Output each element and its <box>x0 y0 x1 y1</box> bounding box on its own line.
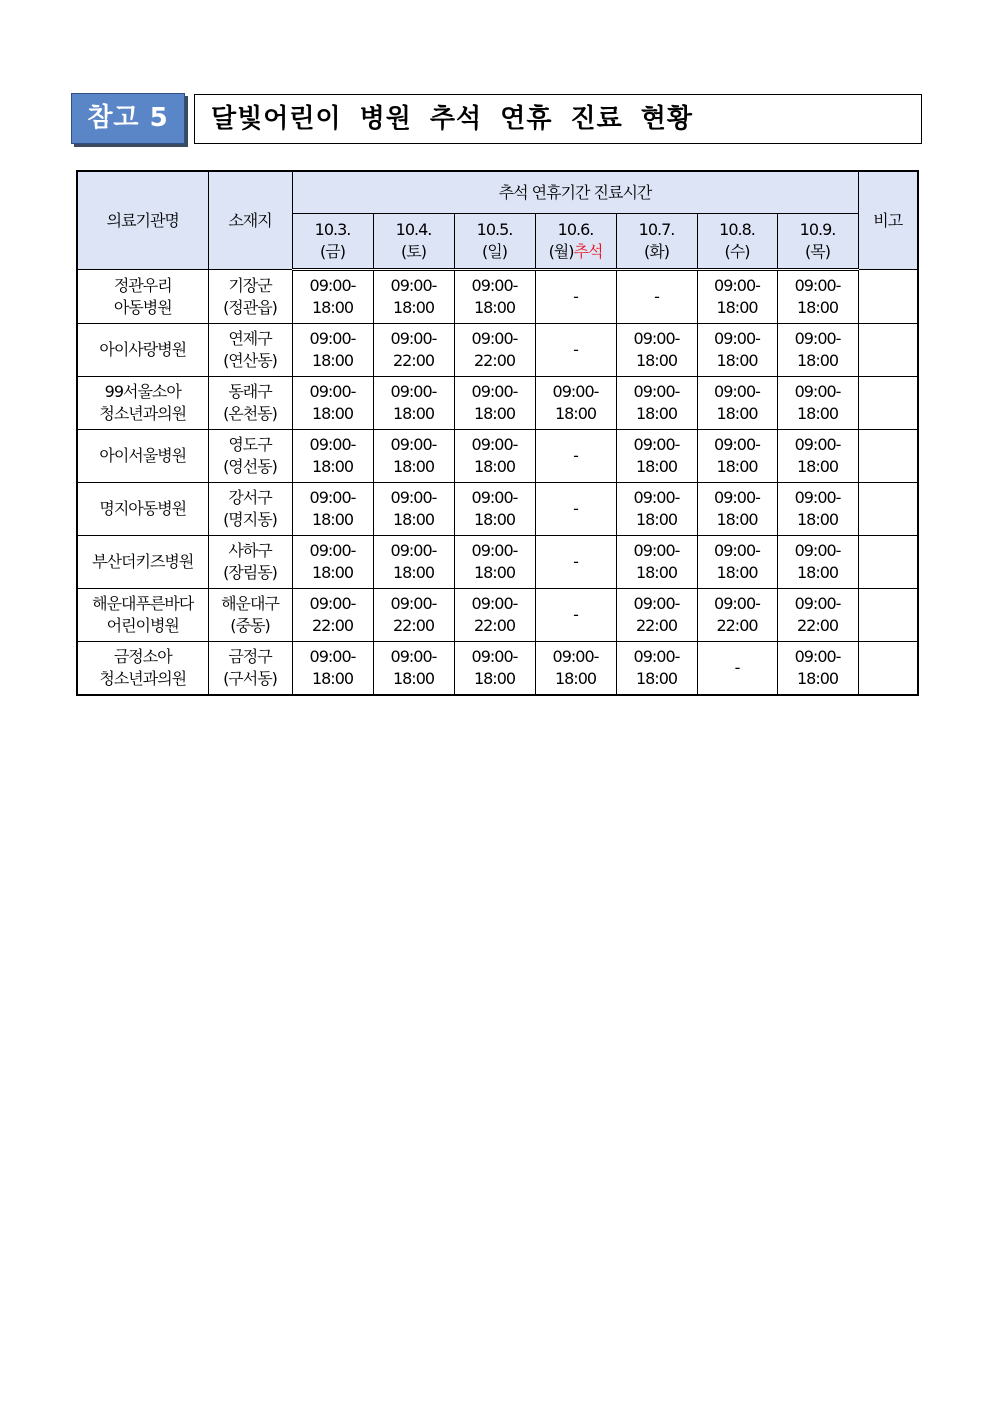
hours-cell-line: 22:00 <box>392 351 435 370</box>
hours-cell <box>454 483 535 536</box>
hospital-location-line: 금정구 <box>228 647 272 666</box>
hours-cell-line: 09:00- <box>633 382 680 401</box>
header-hospital: 의료기관명 <box>77 171 208 270</box>
hours-cell-line: 09:00- <box>714 276 760 295</box>
hours-cell-line: 18:00 <box>716 351 758 370</box>
header-note: 비고 <box>858 171 918 270</box>
header-day <box>777 214 858 270</box>
hours-cell-line: - <box>573 605 578 624</box>
hours-cell-line: 22:00 <box>392 616 435 635</box>
hours-cell <box>777 483 858 536</box>
hours-cell-line: 18:00 <box>473 457 516 476</box>
day-weekday: (토) <box>401 242 426 261</box>
day-date: 10.3. <box>314 220 351 239</box>
day-weekday: (수) <box>724 242 750 261</box>
hours-cell-line: 09:00- <box>633 435 680 454</box>
hours-cell-line: 09:00- <box>309 647 356 666</box>
hours-cell-line: 09:00- <box>794 594 841 613</box>
note-cell <box>858 642 918 696</box>
hospital-location-line: (명지동) <box>223 510 277 529</box>
header-holiday-hours: 추석 연휴기간 진료시간 <box>292 171 858 214</box>
hours-cell <box>292 270 373 324</box>
header-day <box>454 214 535 270</box>
hours-cell-line: 18:00 <box>473 669 516 688</box>
day-weekday-line <box>376 241 452 263</box>
hospital-location <box>208 430 292 483</box>
hours-cell-line: 09:00- <box>714 541 760 560</box>
hospital-location-line: 기장군 <box>228 275 272 295</box>
hours-cell <box>292 589 373 642</box>
hours-cell <box>292 483 373 536</box>
hours-cell-line: 09:00- <box>714 329 760 348</box>
hospital-location-line: (영선동) <box>223 457 277 476</box>
hospital-location-line: (구서동) <box>223 669 277 688</box>
hours-cell-line: 09:00- <box>633 488 680 507</box>
hours-cell <box>697 270 777 324</box>
hours-cell-line: 09:00- <box>633 541 680 560</box>
hours-cell <box>777 377 858 430</box>
hours-cell-line: 18:00 <box>311 510 354 529</box>
hours-cell-line: 09:00- <box>390 276 437 295</box>
hours-cell-line: 18:00 <box>473 563 516 582</box>
day-date: 10.9. <box>799 220 836 239</box>
hospital-name-line: 청소년과의원 <box>99 404 187 423</box>
hours-cell-line: 09:00- <box>471 276 518 295</box>
hours-cell <box>454 430 535 483</box>
hours-cell-line: 18:00 <box>716 404 758 423</box>
hours-cell-line: - <box>573 552 578 571</box>
day-weekday-line <box>538 241 614 263</box>
hours-cell <box>292 536 373 589</box>
hours-cell-line: 18:00 <box>635 404 678 423</box>
hours-cell <box>777 642 858 696</box>
hospital-name-line: 금정소아 <box>113 647 172 666</box>
hours-cell-line: - <box>734 658 740 677</box>
note-cell <box>858 589 918 642</box>
header-day <box>697 214 777 270</box>
hours-cell-line: - <box>573 499 578 518</box>
hours-cell-line: 18:00 <box>635 510 678 529</box>
note-cell <box>858 324 918 377</box>
hours-cell-line: 09:00- <box>633 594 680 613</box>
hours-cell-line: 09:00- <box>471 435 518 454</box>
hours-cell <box>373 324 454 377</box>
hours-cell <box>616 377 697 430</box>
hours-cell <box>535 642 616 696</box>
hospital-location-line: 사하구 <box>228 541 272 560</box>
day-weekday-line <box>295 241 371 263</box>
hours-cell-line: 09:00- <box>471 594 518 613</box>
hours-cell-line: - <box>573 446 578 465</box>
hours-cell-line: 09:00- <box>794 382 841 401</box>
table-row <box>77 536 918 589</box>
hours-cell <box>777 324 858 377</box>
hospital-location-line: 영도구 <box>228 435 272 454</box>
hours-cell <box>535 483 616 536</box>
hours-cell-line: 18:00 <box>473 404 516 423</box>
hospital-name-line: 정관우리 <box>113 275 172 295</box>
hours-cell-line: 09:00- <box>471 382 518 401</box>
hours-cell-line: 18:00 <box>311 351 354 370</box>
hospital-location-line: 강서구 <box>228 488 272 507</box>
hours-cell-line: - <box>654 287 659 306</box>
hours-cell-line: 09:00- <box>794 329 841 348</box>
hours-cell <box>373 270 454 324</box>
hours-cell-line: 18:00 <box>392 510 435 529</box>
hospital-name <box>77 536 208 589</box>
hours-cell-line: 09:00- <box>390 647 437 666</box>
hours-cell-line: 09:00- <box>633 329 680 348</box>
hospital-name-line: 어린이병원 <box>106 616 179 635</box>
hospital-location-line: 동래구 <box>228 382 272 401</box>
hospital-name-line: 해운대푸른바다 <box>92 594 194 613</box>
table-row <box>77 377 918 430</box>
hours-cell-line: 18:00 <box>392 669 435 688</box>
day-weekday-line <box>457 241 533 263</box>
hours-cell <box>373 536 454 589</box>
hours-cell-line: - <box>573 340 578 359</box>
table-row <box>77 324 918 377</box>
hours-cell <box>616 430 697 483</box>
hours-cell <box>616 589 697 642</box>
hours-cell-line: 18:00 <box>635 669 678 688</box>
hours-cell-line: 09:00- <box>714 594 760 613</box>
hospital-name-line: 부산더키즈병원 <box>92 552 194 571</box>
hours-cell-line: 18:00 <box>796 404 839 423</box>
hours-cell <box>697 430 777 483</box>
day-date: 10.8. <box>719 220 755 239</box>
hours-cell <box>616 536 697 589</box>
hours-cell-line: 09:00- <box>390 488 437 507</box>
hours-cell-line: 09:00- <box>390 329 437 348</box>
hospital-location <box>208 483 292 536</box>
hours-cell-line: 09:00- <box>471 329 518 348</box>
hours-cell <box>373 430 454 483</box>
hours-cell-line: 09:00- <box>471 541 518 560</box>
hours-cell-line: 09:00- <box>552 647 599 666</box>
hours-cell <box>373 589 454 642</box>
day-weekday: (일) <box>482 242 507 261</box>
hours-cell <box>616 270 697 324</box>
hospital-location-line: (정관읍) <box>223 297 277 317</box>
hours-cell <box>535 270 616 324</box>
hospital-location <box>208 536 292 589</box>
hours-cell-line: 09:00- <box>794 541 841 560</box>
hours-cell <box>535 536 616 589</box>
hours-cell-line: 18:00 <box>796 457 839 476</box>
hospital-location-line: (장림동) <box>223 563 277 582</box>
hours-cell-line: 18:00 <box>392 457 435 476</box>
day-weekday: (목) <box>805 242 830 261</box>
hospital-name-line: 아이서울병원 <box>99 446 187 465</box>
hours-cell-line: 09:00- <box>714 488 760 507</box>
hours-cell-line: 18:00 <box>716 563 758 582</box>
hours-cell-line: 18:00 <box>311 563 354 582</box>
hours-cell <box>292 430 373 483</box>
reference-badge: 참고 5 <box>71 93 185 144</box>
day-weekday: (화) <box>644 242 669 261</box>
hours-cell-line: 18:00 <box>796 510 839 529</box>
hours-cell-line: 09:00- <box>309 541 356 560</box>
hours-cell-line: 09:00- <box>471 488 518 507</box>
hours-cell-line: 09:00- <box>309 382 356 401</box>
hours-cell <box>777 589 858 642</box>
hours-cell-line: 09:00- <box>390 435 437 454</box>
hospital-name <box>77 589 208 642</box>
hospital-location <box>208 324 292 377</box>
table-row <box>77 270 918 324</box>
hours-cell-line: 09:00- <box>471 647 518 666</box>
table-row <box>77 589 918 642</box>
hospital-name-line: 청소년과의원 <box>99 669 187 688</box>
hours-cell <box>616 642 697 696</box>
table-row <box>77 430 918 483</box>
hours-cell-line: 22:00 <box>473 616 516 635</box>
hours-cell <box>777 536 858 589</box>
hours-cell-line: 22:00 <box>716 616 758 635</box>
hours-cell-line: 09:00- <box>633 647 680 666</box>
hours-cell <box>454 270 535 324</box>
hours-cell <box>697 377 777 430</box>
hours-cell-line: 18:00 <box>311 404 354 423</box>
hours-cell-line: 18:00 <box>311 457 354 476</box>
hours-cell <box>454 377 535 430</box>
hours-cell <box>373 377 454 430</box>
hours-cell-line: 18:00 <box>716 510 758 529</box>
section-header <box>71 93 922 144</box>
hours-cell <box>535 430 616 483</box>
hours-cell-line: 09:00- <box>794 488 841 507</box>
note-cell <box>858 270 918 324</box>
hospital-name <box>77 324 208 377</box>
hours-cell <box>535 324 616 377</box>
hours-cell-line: 18:00 <box>311 669 354 688</box>
hours-cell-line: 18:00 <box>554 669 597 688</box>
hospital-name <box>77 430 208 483</box>
hours-cell-line: 09:00- <box>794 435 841 454</box>
hospital-name <box>77 270 208 324</box>
hospital-location <box>208 642 292 696</box>
hours-cell <box>697 536 777 589</box>
header-location: 소재지 <box>208 171 292 270</box>
hours-cell-line: 09:00- <box>794 647 841 666</box>
hospital-location <box>208 589 292 642</box>
header-day <box>616 214 697 270</box>
hours-cell-line: 18:00 <box>473 510 516 529</box>
day-weekday: (월) <box>548 242 574 261</box>
hours-cell-line: 09:00- <box>714 435 760 454</box>
hospital-location <box>208 270 292 324</box>
hospital-location-line: (온천동) <box>223 404 277 423</box>
note-cell <box>858 536 918 589</box>
hours-cell <box>777 430 858 483</box>
hours-cell-line: 18:00 <box>796 298 839 317</box>
note-cell <box>858 483 918 536</box>
hours-cell <box>697 642 777 696</box>
day-weekday: (금) <box>320 242 345 261</box>
hours-cell-line: 09:00- <box>794 276 841 295</box>
holiday-label: 추석 <box>573 242 603 261</box>
hours-cell <box>373 483 454 536</box>
header-day <box>535 214 616 270</box>
day-date: 10.7. <box>638 220 675 239</box>
hospital-name <box>77 642 208 696</box>
hours-cell-line: 09:00- <box>309 594 356 613</box>
hours-cell-line: 18:00 <box>796 563 839 582</box>
hours-cell-line: 18:00 <box>392 404 435 423</box>
hospital-location-line: 연제구 <box>228 329 272 348</box>
hours-cell-line: 18:00 <box>392 563 435 582</box>
hours-cell-line: 09:00- <box>552 382 599 401</box>
hospital-name-line: 99서울소아 <box>104 382 181 401</box>
day-weekday-line <box>780 241 856 263</box>
schedule-table <box>76 170 919 696</box>
hours-cell <box>454 642 535 696</box>
hours-cell-line: 18:00 <box>716 298 758 317</box>
day-date: 10.4. <box>395 220 432 239</box>
note-cell <box>858 430 918 483</box>
hours-cell-line: 22:00 <box>311 616 354 635</box>
day-date: 10.5. <box>476 220 513 239</box>
hours-cell-line: 09:00- <box>309 488 356 507</box>
hours-cell <box>697 324 777 377</box>
hours-cell-line: 18:00 <box>716 457 758 476</box>
day-date: 10.6. <box>557 220 594 239</box>
hours-cell-line: 09:00- <box>390 382 437 401</box>
hours-cell <box>292 324 373 377</box>
hours-cell-line: 22:00 <box>473 351 516 370</box>
hours-cell <box>777 270 858 324</box>
hours-cell <box>616 324 697 377</box>
hours-cell-line: 18:00 <box>392 298 435 317</box>
hours-cell-line: 22:00 <box>796 616 839 635</box>
hours-cell-line: 09:00- <box>714 382 760 401</box>
hours-cell <box>535 377 616 430</box>
day-weekday-line <box>619 241 695 263</box>
hours-cell-line: 22:00 <box>635 616 678 635</box>
hours-cell-line: 09:00- <box>309 329 356 348</box>
hospital-location <box>208 377 292 430</box>
hours-cell-line: 18:00 <box>635 351 678 370</box>
hours-cell-line: 18:00 <box>796 669 839 688</box>
day-weekday-line <box>700 241 775 263</box>
hospital-location-line: 해운대구 <box>221 594 279 613</box>
hospital-name-line: 명지아동병원 <box>99 499 187 518</box>
table-row <box>77 483 918 536</box>
hours-cell-line: 18:00 <box>635 457 678 476</box>
hours-cell-line: 18:00 <box>554 404 597 423</box>
hours-cell-line: - <box>573 287 578 306</box>
header-day <box>292 214 373 270</box>
table-row <box>77 642 918 696</box>
hours-cell <box>697 483 777 536</box>
hospital-name <box>77 377 208 430</box>
header-day <box>373 214 454 270</box>
hours-cell <box>292 642 373 696</box>
hours-cell-line: 09:00- <box>390 594 437 613</box>
hours-cell <box>454 536 535 589</box>
hours-cell <box>454 324 535 377</box>
hospital-location-line: (연산동) <box>223 351 277 370</box>
hours-cell-line: 18:00 <box>311 298 354 317</box>
hospital-name-line: 아이사랑병원 <box>99 340 187 359</box>
hours-cell <box>616 483 697 536</box>
hours-cell-line: 18:00 <box>796 351 839 370</box>
hours-cell <box>535 589 616 642</box>
hours-cell-line: 18:00 <box>635 563 678 582</box>
hours-cell <box>292 377 373 430</box>
note-cell <box>858 377 918 430</box>
page-title: 달빛어린이 병원 추석 연휴 진료 현황 <box>194 94 922 144</box>
hours-cell <box>697 589 777 642</box>
hours-cell-line: 18:00 <box>473 298 516 317</box>
hospital-name <box>77 483 208 536</box>
hospital-name-line: 아동병원 <box>113 297 172 317</box>
hours-cell-line: 09:00- <box>309 276 356 295</box>
hours-cell <box>454 589 535 642</box>
hospital-location-line: (중동) <box>230 616 270 635</box>
hours-cell <box>373 642 454 696</box>
hours-cell-line: 09:00- <box>390 541 437 560</box>
hours-cell-line: 09:00- <box>309 435 356 454</box>
